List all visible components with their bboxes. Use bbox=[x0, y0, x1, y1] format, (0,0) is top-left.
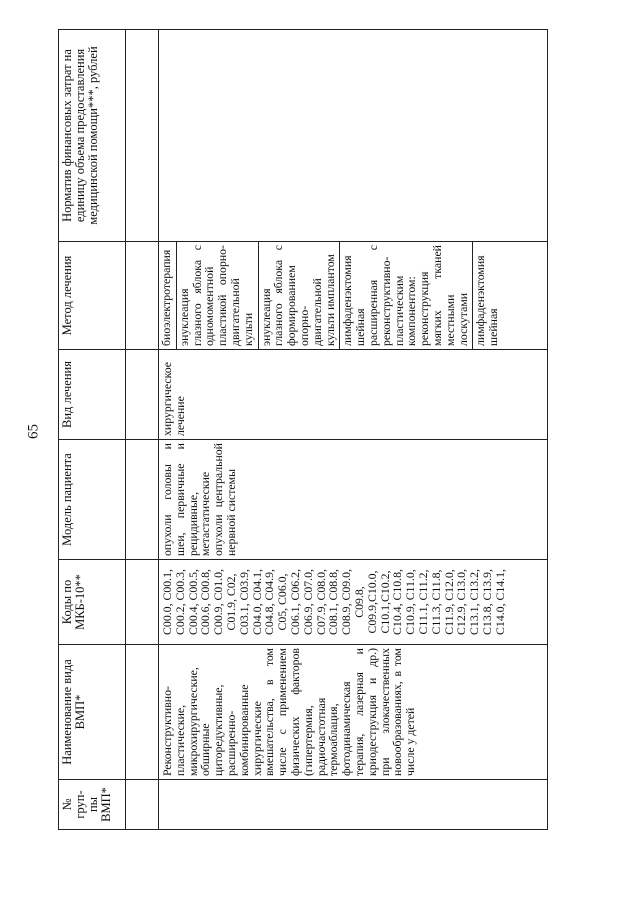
table-sheet bbox=[58, 30, 548, 830]
table-header-row bbox=[59, 30, 126, 830]
cell-blank bbox=[126, 440, 159, 560]
icd-code-line: C11.3, C11.8, bbox=[428, 569, 443, 635]
cell-cost bbox=[159, 30, 548, 242]
col-vmp-name: Наименование вида ВМП* bbox=[59, 645, 126, 780]
icd-code-line: C00.4, C00.5, bbox=[185, 569, 200, 635]
icd-code-line: C10.4, C10.8, bbox=[390, 569, 405, 635]
cell-blank bbox=[126, 780, 159, 830]
treatment-method-item: энуклеация глазного яблока с одномоментной пластикой опорно-двигательной культи bbox=[177, 242, 259, 349]
col-cost-norm: Норматив финансовых затрат на единицу объема предоставления медицинской помощи***, рублей bbox=[59, 30, 126, 242]
col-treatment-method: Метод лечения bbox=[59, 242, 126, 350]
vmp-table bbox=[58, 29, 548, 830]
cell-group bbox=[159, 780, 548, 830]
table-row bbox=[159, 30, 548, 830]
icd-code-line: C14.0, C14.1, bbox=[492, 569, 507, 635]
icd-code-line: C08.1, C08.8, bbox=[326, 569, 341, 635]
icd-code-line: C04.0, C04.1, bbox=[249, 569, 264, 635]
icd-code-line: C08.9, C09.0, bbox=[339, 569, 354, 635]
col-group-number: № груп-пы ВМП* bbox=[59, 780, 126, 830]
icd-code-line: C06.9, C07.0, bbox=[300, 569, 315, 635]
rotated-table-area bbox=[58, 30, 548, 830]
cell-blank bbox=[126, 560, 159, 645]
icd-code-line: C09.9,C10.0, bbox=[364, 570, 379, 634]
icd-code-line: C12.9, C13.0, bbox=[454, 569, 469, 635]
icd-code-line: C00.6, C00.8, bbox=[198, 569, 213, 635]
cell-blank bbox=[126, 350, 159, 440]
cell-blank bbox=[126, 242, 159, 350]
icd-code-line: C07.9, C08.0, bbox=[313, 569, 328, 635]
page-number: 65 bbox=[25, 424, 42, 439]
icd-code-line: C05, C06.0, bbox=[275, 573, 290, 631]
treatment-method-item: лимфаденэктомия шейная расширенная с реконструктивно-пластическим компонентом: реконструкция мягких тканей местными лоскутами bbox=[340, 242, 473, 349]
cell-icd-codes bbox=[159, 560, 548, 645]
cell-treatment-type: хирургическое лечение bbox=[159, 350, 548, 440]
icd-code-line: C11.9, C12.0, bbox=[441, 569, 456, 635]
cell-patient-model: опухоли головы и шеи, первичные и рецидивные, метастатические опухоли центральной нервной системы bbox=[159, 440, 548, 560]
col-patient-model: Модель пациента bbox=[59, 440, 126, 560]
treatment-method-item: лимфаденэктомия шейная bbox=[473, 255, 501, 346]
icd-code-line: C09.8, bbox=[351, 586, 366, 618]
icd-code-line: C03.1, C03.9, bbox=[236, 569, 251, 635]
table-row-blank bbox=[126, 30, 159, 830]
icd-code-line: C10.9, C11.0, bbox=[403, 569, 418, 635]
icd-code-line: C00.2, C00.3, bbox=[172, 569, 187, 635]
icd-code-line: C00.0, C00.1, bbox=[160, 569, 174, 635]
icd-code-line: C13.8, C13.9, bbox=[479, 569, 494, 635]
col-treatment-type: Вид лечения bbox=[59, 350, 126, 440]
icd-code-line: C00.9, C01.0, bbox=[211, 569, 226, 635]
icd-code-line: C06.1, C06.2, bbox=[287, 569, 302, 635]
icd-code-line: C04.8, C04.9, bbox=[262, 569, 277, 635]
icd-code-line: C13.1, C13.2, bbox=[467, 569, 482, 635]
treatment-method-item: биоэлектротерапия bbox=[159, 242, 177, 349]
icd-code-line: C10.1,C10.2, bbox=[377, 570, 392, 634]
cell-blank bbox=[126, 30, 159, 242]
col-icd-codes: Коды по МКБ-10** bbox=[59, 560, 126, 645]
treatment-method-item: энуклеация глазного яблока с формированием опорно-двигательной культи имплантом bbox=[259, 242, 341, 349]
cell-treatment-methods bbox=[159, 242, 548, 350]
cell-blank bbox=[126, 645, 159, 780]
icd-code-line: C11.1, C11.2, bbox=[415, 569, 430, 635]
icd-code-line: C01.9, C02, bbox=[223, 573, 238, 631]
cell-vmp-name: Реконструктивно-пластические, микрохирургические, обширные циторедуктивные, расширенно-комбинированные хирургические вмешательства, в том числе с применением физических факторов (гипертермия, радиочастотная термоаблация, фотодинамическая терапия, лазерная и криодеструкция и др.) при злокачественных новообразованиях, в том числе у детей bbox=[159, 645, 548, 780]
